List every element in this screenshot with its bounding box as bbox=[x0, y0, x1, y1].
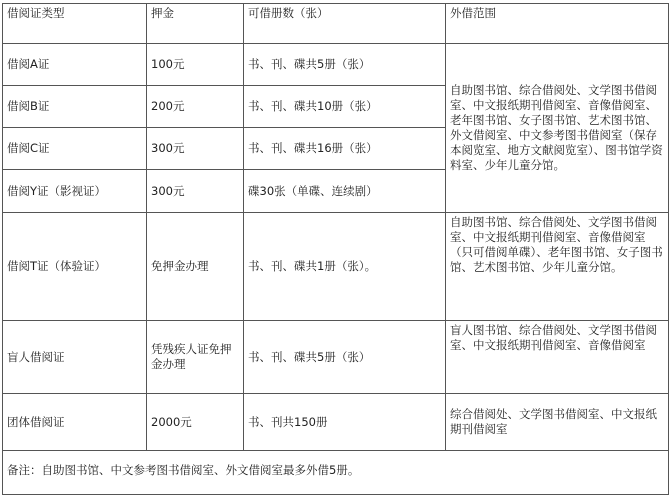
card-type-cell: 借阅T证（体验证） bbox=[3, 213, 147, 321]
deposit-cell: 凭残疾人证免押金办理 bbox=[147, 321, 244, 394]
card-type-cell: 借阅A证 bbox=[3, 44, 147, 86]
deposit-cell: 免押金办理 bbox=[147, 213, 244, 321]
header-quota: 可借册数（张） bbox=[244, 4, 446, 44]
header-card-type: 借阅证类型 bbox=[3, 4, 147, 44]
card-type-cell: 借阅B证 bbox=[3, 86, 147, 128]
quota-cell: 书、刊、碟共5册（张） bbox=[244, 321, 446, 394]
deposit-cell: 2000元 bbox=[147, 394, 244, 451]
table-header-row bbox=[3, 4, 669, 44]
library-card-table bbox=[2, 3, 669, 495]
table-row bbox=[3, 44, 669, 86]
header-scope: 外借范围 bbox=[446, 4, 669, 44]
quota-cell: 书、刊、碟共1册（张）。 bbox=[244, 213, 446, 321]
deposit-cell: 300元 bbox=[147, 128, 244, 170]
scope-cell: 综合借阅处、文学图书借阅室、中文报纸期刊借阅室 bbox=[446, 394, 669, 451]
deposit-cell: 200元 bbox=[147, 86, 244, 128]
quota-cell: 书、刊、碟共5册（张） bbox=[244, 44, 446, 86]
quota-cell: 书、刊共150册 bbox=[244, 394, 446, 451]
table-row bbox=[3, 394, 669, 451]
note-cell: 备注：自助图书馆、中文参考图书借阅室、外文借阅室最多外借5册。 bbox=[3, 451, 669, 495]
shared-scope-cell: 自助图书馆、综合借阅处、文学图书借阅室、中文报纸期刊借阅室、音像借阅室、老年图书馆、女子图书馆、艺术图书馆、外文借阅室、中文参考图书借阅室（保存本阅览室、地方文献阅览室）、图书馆学资料室、少年儿童分馆。 bbox=[446, 44, 669, 213]
table-row bbox=[3, 321, 669, 394]
note-row bbox=[3, 451, 669, 495]
deposit-cell: 100元 bbox=[147, 44, 244, 86]
scope-cell: 自助图书馆、综合借阅处、文学图书借阅室、中文报纸期刊借阅室、音像借阅室（只可借阅单碟）、老年图书馆、女子图书馆、艺术图书馆、少年儿童分馆。 bbox=[446, 213, 669, 321]
card-type-cell: 盲人借阅证 bbox=[3, 321, 147, 394]
card-type-cell: 团体借阅证 bbox=[3, 394, 147, 451]
quota-cell: 书、刊、碟共16册（张） bbox=[244, 128, 446, 170]
header-deposit: 押金 bbox=[147, 4, 244, 44]
quota-cell: 碟30张（单碟、连续剧） bbox=[244, 170, 446, 213]
deposit-cell: 300元 bbox=[147, 170, 244, 213]
card-type-cell: 借阅Y证（影视证） bbox=[3, 170, 147, 213]
quota-cell: 书、刊、碟共10册（张） bbox=[244, 86, 446, 128]
table-row bbox=[3, 213, 669, 321]
scope-cell: 盲人图书馆、综合借阅处、文学图书借阅室、中文报纸期刊借阅室、音像借阅室 bbox=[446, 321, 669, 394]
card-type-cell: 借阅C证 bbox=[3, 128, 147, 170]
